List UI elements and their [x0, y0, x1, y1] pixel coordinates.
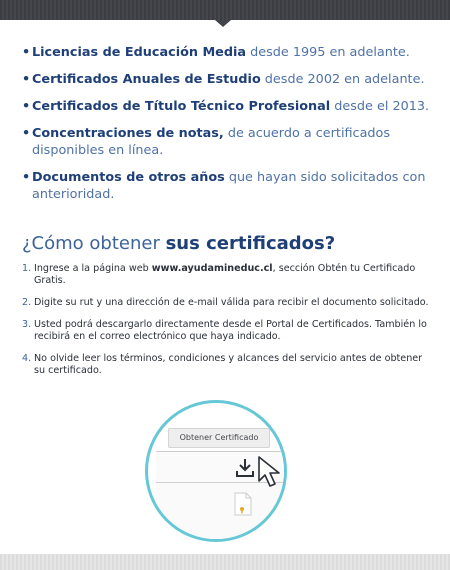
list-item — [22, 125, 434, 159]
list-item — [22, 169, 434, 203]
top-banner-band — [0, 0, 450, 20]
step-item — [22, 297, 430, 309]
step-item — [22, 263, 430, 287]
step-text: Digite su rut y una dirección de e-mail válida para recibir el documento solicitado. — [34, 297, 429, 308]
heading-light: ¿Cómo obtener — [22, 233, 166, 254]
step-text: Usted podrá descargarlo directamente desde el Portal de Certificados. También lo recibirá en el correo electrónico que haya indicado. — [34, 319, 427, 342]
list-item — [22, 98, 434, 115]
bullet-marker: • — [22, 99, 31, 114]
item-bold-text: Certificados Anuales de Estudio — [32, 72, 261, 87]
item-bold-text: Certificados de Título Técnico Profesional — [32, 99, 331, 114]
section-heading — [22, 233, 442, 254]
step-number: 1. — [22, 263, 32, 274]
step-item — [22, 319, 430, 343]
item-text: desde 2002 en adelante. — [260, 72, 425, 87]
item-bold-text: Licencias de Educación Media — [32, 45, 247, 60]
available-documents-list — [22, 44, 434, 213]
bullet-marker: • — [22, 45, 31, 60]
item-text: desde 1995 en adelante. — [246, 45, 410, 60]
certificate-portal-illustration — [145, 400, 307, 542]
bullet-marker: • — [22, 72, 31, 87]
step-text: No olvide leer los términos, condiciones y alcances del servicio antes de obtener su certificado. — [34, 353, 423, 376]
step-number: 3. — [22, 319, 32, 330]
list-item — [22, 44, 434, 61]
instructions-list — [22, 263, 430, 387]
item-bold-text: Concentraciones de notas, — [32, 126, 224, 141]
item-text: de acuerdo a certificados disponibles en línea. — [32, 126, 391, 158]
item-text: que hayan sido solicitados con anterioridad. — [32, 170, 426, 202]
step-text: Ingrese a la página web — [34, 263, 152, 274]
website-link[interactable]: www.ayudamineduc.cl — [151, 263, 273, 274]
document-icon — [234, 492, 252, 516]
item-text: desde el 2013. — [330, 99, 430, 114]
cursor-arrow-icon — [257, 455, 289, 491]
bullet-marker: • — [22, 126, 31, 141]
bottom-banner-band — [0, 554, 450, 570]
item-bold-text: Documentos de otros años — [32, 170, 225, 185]
download-icon[interactable] — [234, 457, 256, 479]
step-number: 2. — [22, 297, 32, 308]
step-item — [22, 353, 430, 377]
step-number: 4. — [22, 353, 32, 364]
banner-notch — [215, 20, 231, 27]
list-item — [22, 71, 434, 88]
heading-bold: sus certificados? — [165, 233, 336, 254]
obtain-certificate-button[interactable]: Obtener Certificado — [168, 428, 270, 448]
bullet-marker: • — [22, 170, 31, 185]
step-text-end: , sección Obtén tu Certificado Gratis. — [34, 263, 416, 286]
